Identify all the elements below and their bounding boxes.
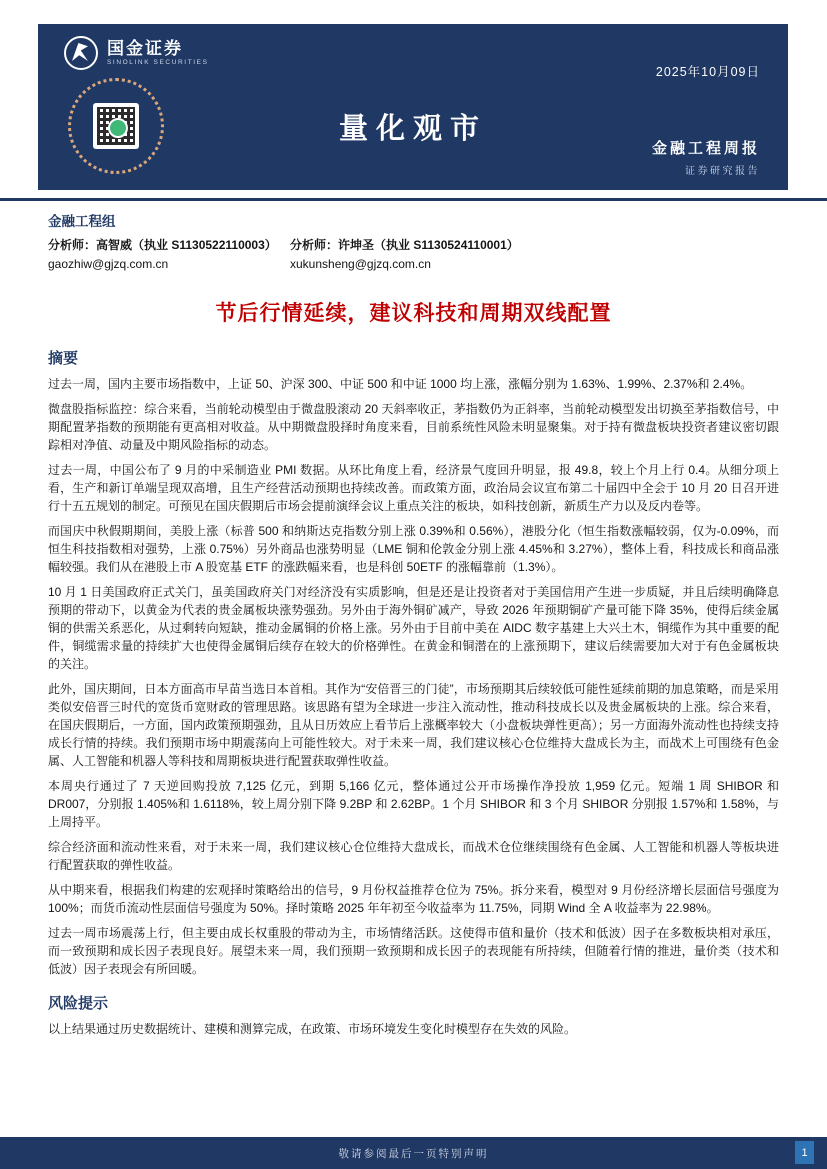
report-category: 证券研究报告: [685, 166, 760, 177]
summary-paragraph: 从中期来看，根据我们构建的宏观择时策略给出的信号，9 月份权益推荐仓位为 75%。拆分来看，模型对 9 月份经济增长层面信号强度为 100%；而货币流动性层面信号强度为 50%。择时策略 2025 年年初至今收益率为 11.75%，同期 Wind 全 A 收益率为 22.98%。: [48, 883, 779, 915]
risk-section: [48, 992, 779, 1038]
team-group-label: 金融工程组: [48, 214, 116, 229]
summary-paragraph: 10 月 1 日美国政府正式关门，虽美国政府关门对经济没有实质影响，但是还是让投资者对于美国信用产生进一步质疑，并且后续明确降息预期的带动下，以黄金为代表的贵金属板块涨势强劲。另外由于海外铜矿减产，导致 2026 年预期铜矿产量可能下降 35%，使得后续金属铜的供需关系恶化，从过剩转向短缺，推动金属铜的价格上涨。另外由于目前中美在 AIDC 数字基建上大兴土木，铜缆作为其中重要的配件，铜缆需求量的持续扩大也使得金属铜后续存在较大的价格弹性。在黄金和铜潜在的上涨预期下，建议后续需要加大对于有色金属板块的关注。: [48, 585, 779, 671]
summary-paragraph: 过去一周，中国公布了 9 月的中采制造业 PMI 数据。从环比角度上看，经济景气度回升明显，报 49.8，较上个月上行 0.4。从细分项上看，生产和新订单端呈现双高增，且生产经营活动预期也持续改善。而政策方面，政治局会议宣布第二十届四中全会于 10 月 20 日召开进行十五五规划的制定。可预见在国庆假期后市场会提前演绎会议上重点关注的板块，如科技创新，新质生产力以及反内卷等。: [48, 463, 779, 513]
analyst-block: [48, 237, 779, 273]
header-divider: [0, 198, 827, 201]
report-header-banner: [38, 24, 788, 190]
summary-paragraph: 过去一周，国内主要市场指数中，上证 50、沪深 300、中证 500 和中证 1000 均上涨，涨幅分别为 1.63%、1.99%、2.37%和 2.4%。: [48, 377, 753, 391]
brand-name: 国金证券: [107, 39, 183, 59]
summary-paragraph: 微盘股指标监控：综合来看，当前轮动模型由于微盘股滚动 20 天斜率收正，茅指数仍为正斜率，当前轮动模型发出切换至茅指数信号，中期配置茅指数的预期能有更高相对收益。从中期微盘股择时角度来看，目前系统性风险未明显聚集。对于持有微盘板块投资者建议密切跟踪相对净值、动量及中期风险指标的动态。: [48, 402, 779, 452]
brand-logo: [64, 36, 209, 70]
summary-paragraph: 本周央行通过了 7 天逆回购投放 7,125 亿元，到期 5,166 亿元，整体通过公开市场操作净投放 1,959 亿元。短端 1 周 SHIBOR 和 DR007，分别报 1.405%和 1.6118%，较上周分别下降 9.2BP 和 2.62BP。1 个月 SHIBOR 和 3 个月 SHIBOR 分别报 1.57%和 1.58%，与上周持平。: [48, 779, 779, 829]
report-body: [48, 210, 779, 1045]
summary-heading: 摘要: [48, 350, 79, 367]
risk-heading: 风险提示: [48, 995, 109, 1012]
summary-paragraph: 过去一周市场震荡上行，但主要由成长权重股的带动为主，市场情绪活跃。这使得市值和量价（技术和低波）因子在多数板块相对承压，而一致预期和成长因子表现良好。展望未来一周，我们预期一致预期和成长因子的表现能有所持续，但随着行情的推进，量价类（技术和低波）因子表现会有所回暖。: [48, 926, 779, 976]
qr-code-icon: [93, 103, 139, 149]
report-date: 2025年10月09日: [655, 65, 760, 79]
report-type: 金融工程周报: [651, 140, 760, 157]
sinolink-logo-icon: [64, 36, 98, 70]
wechat-green-dot-icon: [108, 118, 128, 138]
summary-paragraph: 综合经济面和流动性来看，对于未来一周，我们建议核心仓位维持大盘成长，而战术仓位继续围绕有色金属、人工智能和机器人等板块进行配置获取的弹性收益。: [48, 840, 779, 872]
analyst-1-email: gaozhiw@gjzq.com.cn: [48, 257, 169, 271]
brand-subtitle: SINOLINK SECURITIES: [107, 59, 209, 67]
footer-bar: [0, 1137, 827, 1169]
risk-paragraph: 以上结果通过历史数据统计、建模和测算完成，在政策、市场环境发生变化时模型存在失效的风险。: [48, 1022, 577, 1036]
page-number-badge: 1: [795, 1141, 814, 1164]
report-title: 量化观市: [338, 113, 487, 145]
summary-paragraph: 此外，国庆期间，日本方面高市早苗当选日本首相。其作为“安倍晋三的门徒”，市场预期其后续较低可能性延续前期的加息策略，而是采用类似安倍晋三时代的宽货币宽财政的管理思路。该思路有望为全球进一步注入流动性，推动科技成长以及贵金属板块的上涨。综合来看，在国庆假期后，一方面，国内政策预期强劲，且从日历效应上看节后上涨概率较大（小盘板块弹性更高）；另一方面海外流动性也持续支持成长行情的持续。我们预期市场中期震荡向上可能性较大。对于未来一周，我们建议核心仓位维持大盘成长为主，而战术上可围绕有色金属、人工智能和机器人等科技和周期板块进行配置获取弹性收益。: [48, 682, 779, 768]
analyst-2-email: xukunsheng@gjzq.com.cn: [290, 257, 431, 271]
qr-seal-icon: [68, 78, 164, 174]
summary-paragraph: 而国庆中秋假期期间，美股上涨（标普 500 和纳斯达克指数分别上涨 0.39%和 0.56%），港股分化（恒生指数涨幅较弱，仅为-0.09%，而恒生科技指数相对强势，上涨 0.75%）另外商品也涨势明显（LME 铜和伦敦金分别上涨 4.45%和 3.27%），整体上看，科技成长和商品涨幅较强。我们从在港股上市 A 股宽基 ETF 的涨跌幅来看，也是科创 50ETF 的涨幅靠前（1.3%）。: [48, 524, 779, 574]
article-title: 节后行情延续，建议科技和周期双线配置: [215, 302, 612, 325]
footer-disclaimer: 敬请参阅最后一页特别声明: [338, 1147, 489, 1160]
analyst-1-title: 分析师：高智威（执业 S1130522110003）: [48, 238, 277, 252]
analyst-2-title: 分析师：许坤圣（执业 S1130524110001）: [290, 238, 519, 252]
